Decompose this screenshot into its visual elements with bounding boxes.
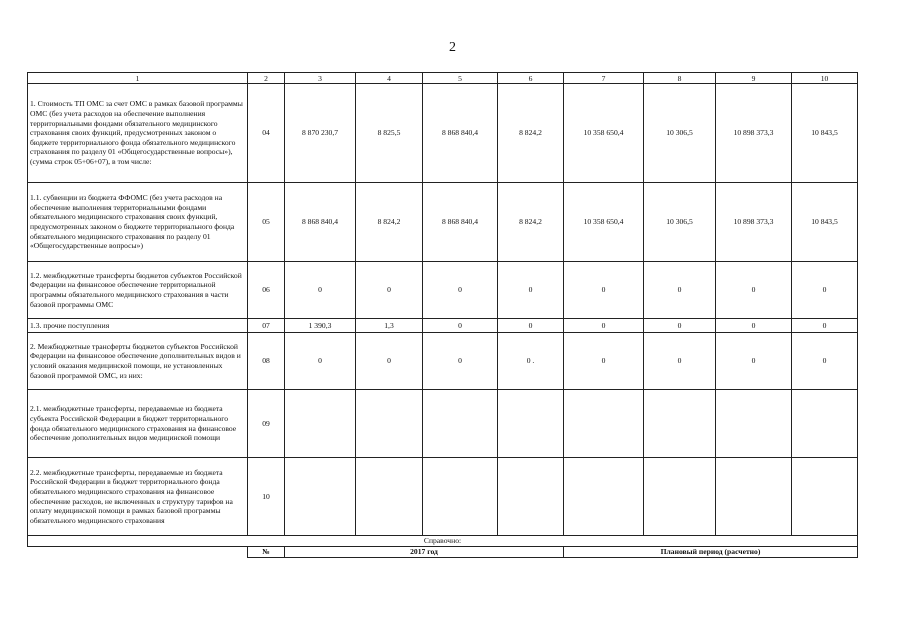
header-cell: 4 (356, 73, 423, 84)
row-code: 04 (248, 84, 285, 183)
value-cell: 0 (644, 262, 716, 319)
table-row (28, 84, 858, 183)
value-cell: 10 898 373,3 (716, 183, 792, 262)
value-cell (716, 458, 792, 536)
value-cell: 0 (498, 319, 564, 333)
value-cell: 8 868 840,4 (285, 183, 356, 262)
row-description: 2.2. межбюджетные трансферты, передаваемые из бюджета Российской Федерации в бюджет территориального фонда обязательного медицинского страхования на финансовое обеспечение расходов, не включенных в структуру тарифов на оплату медицинской помощи в рамках базовой программы обязательного медицинского страхования (28, 458, 248, 536)
value-cell: 8 870 230,7 (285, 84, 356, 183)
value-cell: 0 (792, 319, 858, 333)
footer-row (28, 547, 858, 558)
value-cell: 0 (644, 333, 716, 390)
table-row (28, 458, 858, 536)
value-cell: 10 306,5 (644, 84, 716, 183)
value-cell (356, 390, 423, 458)
value-cell (792, 390, 858, 458)
value-cell: 1,3 (356, 319, 423, 333)
reference-row (28, 536, 858, 547)
value-cell: 8 868 840,4 (423, 84, 498, 183)
value-cell (498, 390, 564, 458)
value-cell (285, 458, 356, 536)
value-cell: 0 (716, 262, 792, 319)
value-cell: 0 (356, 333, 423, 390)
footer-year-label: 2017 год (285, 547, 564, 558)
header-cell: 1 (28, 73, 248, 84)
row-description: 1.3. прочие поступления (28, 319, 248, 333)
value-cell: 0 (716, 319, 792, 333)
value-cell: 0 (564, 319, 644, 333)
reference-label: Справочно: (28, 536, 858, 547)
value-cell: 0 (356, 262, 423, 319)
header-row (28, 73, 858, 84)
value-cell (423, 458, 498, 536)
row-code: 05 (248, 183, 285, 262)
value-cell: 0 (285, 333, 356, 390)
header-cell: 5 (423, 73, 498, 84)
value-cell (356, 458, 423, 536)
row-description: 1. Стоимость ТП ОМС за счет ОМС в рамках базовой программы ОМС (без учета расходов на обеспечение выполнения территориальными фондами обязательного медицинского страхования своих функций, предусмотренных законом о бюджете территориального фонда обязательного медицинского страхования по разделу 01 «Общегосударственные вопросы»),(сумма строк 05+06+07), в том числе: (28, 84, 248, 183)
value-cell (498, 458, 564, 536)
value-cell: 0 (423, 262, 498, 319)
value-cell: 8 824,2 (498, 84, 564, 183)
row-code: 09 (248, 390, 285, 458)
header-cell: 9 (716, 73, 792, 84)
row-code: 08 (248, 333, 285, 390)
value-cell: 10 898 373,3 (716, 84, 792, 183)
header-cell: 3 (285, 73, 356, 84)
value-cell: 0 (716, 333, 792, 390)
header-cell: 10 (792, 73, 858, 84)
value-cell: 8 825,5 (356, 84, 423, 183)
footer-planned-label: Плановый период (расчетно) (564, 547, 858, 558)
value-cell: 0 (564, 262, 644, 319)
row-code: 07 (248, 319, 285, 333)
row-code: 06 (248, 262, 285, 319)
value-cell: 10 843,5 (792, 84, 858, 183)
row-description: 1.2. межбюджетные трансферты бюджетов субъектов Российской Федерации на финансовое обеспечение территориальной программы обязательного медицинского страхования в части базовой программы ОМС (28, 262, 248, 319)
value-cell: 8 868 840,4 (423, 183, 498, 262)
value-cell (644, 458, 716, 536)
value-cell: 10 358 650,4 (564, 183, 644, 262)
table-row (28, 262, 858, 319)
row-description: 1.1. субвенции из бюджета ФФОМС (без учета расходов на обеспечение выполнения территориальными фондами обязательного медицинского страхования своих функций, предусмотренных законом о бюджете территориального фонда обязательного медицинского страхования по разделу 01 «Общегосударственные вопросы») (28, 183, 248, 262)
value-cell: 8 824,2 (356, 183, 423, 262)
value-cell (792, 458, 858, 536)
table-row (28, 390, 858, 458)
financial-table (27, 72, 858, 558)
value-cell: 1 390,3 (285, 319, 356, 333)
value-cell (716, 390, 792, 458)
value-cell: 10 843,5 (792, 183, 858, 262)
header-cell: 2 (248, 73, 285, 84)
value-cell: 0 (423, 333, 498, 390)
value-cell: 0 (423, 319, 498, 333)
header-cell: 6 (498, 73, 564, 84)
header-cell: 8 (644, 73, 716, 84)
value-cell (564, 458, 644, 536)
value-cell (644, 390, 716, 458)
footer-empty-cell (28, 547, 248, 558)
value-cell: 8 824,2 (498, 183, 564, 262)
value-cell: 0 (498, 262, 564, 319)
footer-num-label: № (248, 547, 285, 558)
value-cell (564, 390, 644, 458)
value-cell: 10 358 650,4 (564, 84, 644, 183)
page-number: 2 (449, 40, 456, 55)
value-cell: 10 306,5 (644, 183, 716, 262)
table-row (28, 319, 858, 333)
row-description: 2. Межбюджетные трансферты бюджетов субъектов Российской Федерации на финансовое обеспечение дополнительных видов и условий оказания медицинской помощи, не установленных базовой программой ОМС, из них: (28, 333, 248, 390)
row-code: 10 (248, 458, 285, 536)
value-cell: 0 (285, 262, 356, 319)
value-cell: 0 . (498, 333, 564, 390)
value-cell: 0 (644, 319, 716, 333)
table-row (28, 183, 858, 262)
row-description: 2.1. межбюджетные трансферты, передаваемые из бюджета субъекта Российской Федерации в бюджет территориального фонда обязательного медицинского страхования на финансовое обеспечение дополнительных видов медицинской помощи (28, 390, 248, 458)
value-cell (423, 390, 498, 458)
value-cell (285, 390, 356, 458)
value-cell: 0 (792, 333, 858, 390)
value-cell: 0 (564, 333, 644, 390)
table-row (28, 333, 858, 390)
header-cell: 7 (564, 73, 644, 84)
value-cell: 0 (792, 262, 858, 319)
